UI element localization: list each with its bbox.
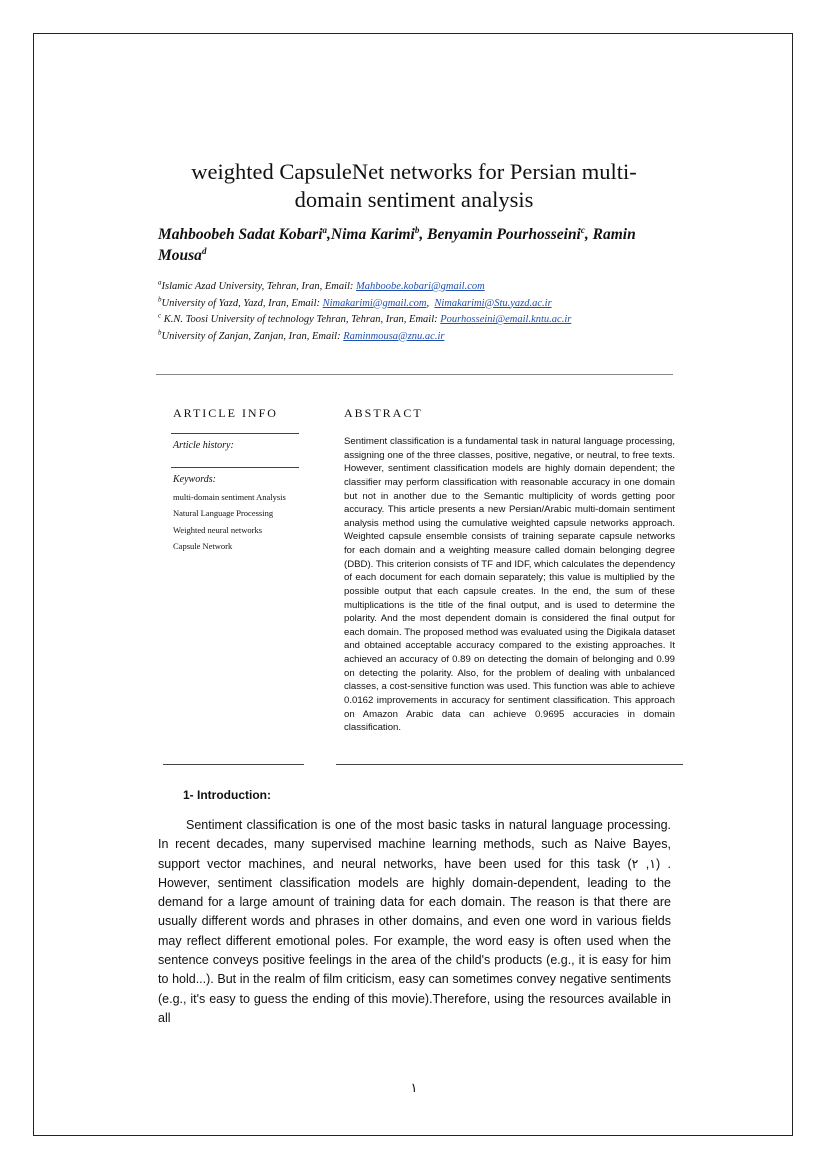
email-link[interactable]: Mahboobe.kobari@gmail.com — [356, 281, 485, 292]
abstract-heading: ABSTRACT — [344, 406, 423, 420]
keyword: multi-domain sentiment Analysis — [173, 492, 286, 502]
author-name: Benyamin Pourhosseini — [427, 226, 581, 243]
info-divider — [171, 433, 299, 434]
affiliation: $^a$Islamic Azad University, Tehran, Iran, Email: Mahboobe.kobari@gmail.com — [158, 278, 485, 292]
paper-title: weighted CapsuleNet networks for Persian multi-domain sentiment analysis — [191, 159, 637, 212]
affiliation: $^b$University of Zanjan, Zanjan, Iran, Email: Raminmousa@znu.ac.ir — [158, 328, 445, 342]
keyword: Capsule Network — [173, 540, 233, 551]
keywords-label: Keywords: — [173, 474, 216, 485]
author-name: Mahboobeh Sadat Kobari — [158, 226, 323, 243]
author-affil-mark: b — [414, 224, 420, 235]
email-link[interactable]: Raminmousa@znu.ac.ir — [343, 330, 445, 342]
section-divider-right — [336, 764, 683, 765]
affiliation: $^b$University of Yazd, Yazd, Iran, Email: Nimakarimi@gmail.com, Nimakarimi@Stu.yazd.ac.ir — [158, 295, 552, 309]
author-name: Ramin Mousa — [158, 226, 636, 264]
introduction-body — [158, 816, 671, 1028]
abstract-body: Sentiment classification is a fundamental task in natural language processing, assigning one of the three classes, positive, negative, or neutral, to free texts. However, sentiment classification models are highly domain dependent; the classifier may perform classification with reasonable accuracy in one domain but not in another due to the Semantic multiplicity of words getting poor accuracy. This article presents a new Persian/Arabic multi-domain sentiment analysis method using the cumulative weighted capsule networks approach. Weighted capsule ensemble consists of training separate capsule networks for each domain and a weighting measure called domain belonging degree (DBD). This criterion consists of TF and IDF, which calculates the dependency of each document for each domain separately; this value is multiplied by the possible output that each capsule creates. In the end, the sum of these multiplications is the title of the final output, and is used to determine the polarity. And the most dependent domain is considered the final output for each domain. The proposed method was evaluated using the Digikala dataset and obtained acceptable accuracy compared to the existing approaches. It achieved an accuracy of 0.89 on detecting the domain of belonging and 0.99 on detecting the polarity. Also, for the problem of dealing with unbalanced classes, a cost-sensitive function was used. This function was able to achieve 0.0162 improvements in accuracy for sentiment classification. This approach on Amazon Arabic data can achieve 0.9695 accuracies in domain classification. — [344, 436, 675, 734]
author-affil-mark: a — [322, 224, 328, 235]
email-link[interactable]: Nimakarimi@Stu.yazd.ac.ir — [434, 297, 552, 309]
affiliation: $^c$ K.N. Toosi University of technology Tehran, Tehran, Iran, Email: Pourhosseini@email.kntu.ac.ir — [158, 311, 572, 325]
author-list: Mahboobeh Sadat Kobari$^a$,Nima Karimi$^b$, Benyamin Pourhosseini$^c$, Ramin Mousa$^d$ — [158, 224, 636, 264]
author-name: Nima Karimi — [330, 226, 415, 243]
article-history-label: Article history: — [173, 440, 234, 451]
email-link[interactable]: Pourhosseini@email.kntu.ac.ir — [440, 314, 572, 325]
keyword: Weighted neural networks — [173, 524, 263, 535]
page-number: ۱ — [410, 1080, 418, 1095]
header-divider — [156, 374, 673, 375]
author-affil-mark: c — [580, 224, 585, 235]
keyword: Natural Language Processing — [173, 508, 274, 519]
introduction-paragraph: Sentiment classification is one of the most basic tasks in natural language processing. In recent decades, many supervised machine learning methods, such as Naive Bayes, support vector machines, and neural networks, have been used for this task (۲ ,۱) . However, sentiment classification models are highly domain-dependent, leading to the demand for a large amount of training data for each domain. The reason is that there are usually different words and phrases in other domains, and even one word in various fields may reflect different emotional poles. For example, the word easy is often used when the sentence conveys positive feelings in the area of the child's products (e.g., it is easy for him to hold...). But in the realm of film criticism, easy can sometimes convey negative sentiments (e.g., it's easy to guess the ending of this movie).Therefore, using the resources available in all — [158, 818, 671, 1025]
section-divider-left — [163, 764, 304, 765]
affiliation-list — [158, 279, 678, 345]
author-affil-mark: d — [201, 245, 207, 256]
article-info-heading: ARTICLE INFO — [173, 406, 278, 420]
introduction-heading: 1- Introduction: — [183, 788, 271, 802]
info-divider — [171, 467, 299, 468]
keyword-list — [173, 489, 313, 554]
email-link[interactable]: Nimakarimi@gmail.com — [322, 297, 427, 309]
